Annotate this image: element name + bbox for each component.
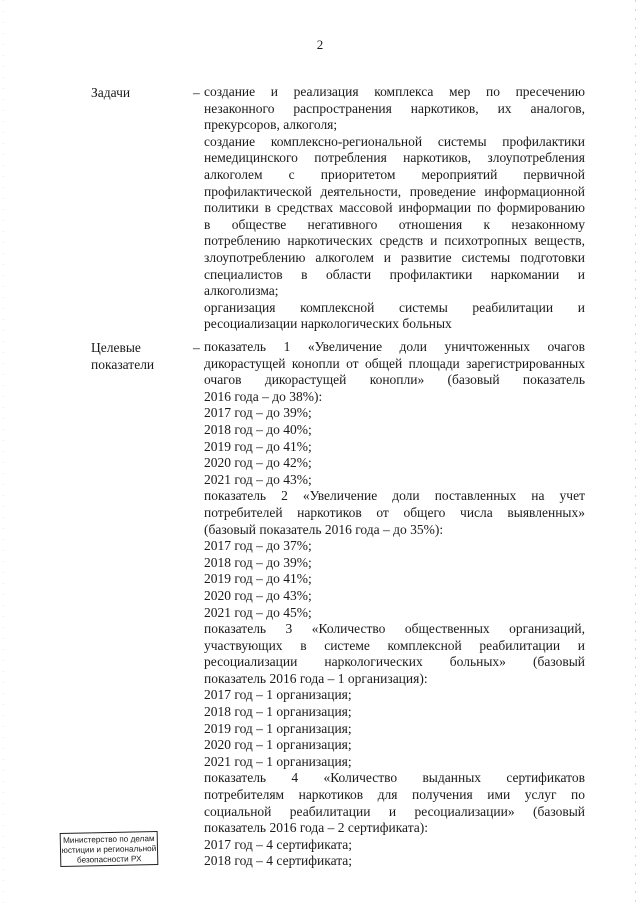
tasks-line: политики в средствах массовой информации по формированию (204, 200, 585, 216)
targets-line: показатель 2016 года – 2 сертификата): (204, 820, 428, 836)
targets-label-line: Целевые (91, 340, 141, 355)
tasks-line: создание и реализация комплекса мер по пресечению (204, 84, 585, 99)
targets-line: 2020 год – 1 организация; (204, 737, 352, 753)
tasks-label: Задачи (91, 85, 131, 100)
targets-line: 2018 год – до 40%; (204, 421, 312, 437)
targets-line: 2021 год – до 43%; (204, 471, 312, 487)
tasks-line: незаконного распространения наркотиков, их аналогов, (204, 100, 585, 116)
targets-line: 2017 год – 1 организация; (204, 687, 352, 703)
targets-line: 2018 год – 1 организация; (204, 704, 352, 720)
targets-line: 2020 год – до 43%; (204, 587, 312, 603)
stamp-line: Министерство по делам (62, 834, 155, 845)
tasks-line: злоупотреблению алкоголем и развитие системы подготовки (204, 249, 585, 265)
tasks-line: профилактической деятельности, проведение информационной (204, 183, 585, 199)
tasks-line: организация комплексной системы реабилитации и (204, 299, 585, 315)
ministry-stamp (60, 831, 159, 867)
stamp-line: безопасности РХ (76, 854, 142, 865)
tasks-line: алкоголизма; (204, 283, 279, 299)
targets-line: ресоциализации наркологических больных» (базовый (204, 654, 585, 670)
tasks-line: алкоголем с приоритетом мероприятий первичной (204, 166, 585, 182)
targets-line: социальной реабилитации и ресоциализации» (базовый (204, 803, 585, 819)
stamp-line: юстиции и региональной (61, 844, 157, 855)
targets-line: показатель 1 «Увеличение доли уничтоженных очагов (204, 339, 585, 354)
tasks-line: немедицинского потребления наркотиков, злоупотребления (204, 150, 585, 166)
targets-line: 2017 год – до 37%; (204, 538, 312, 554)
targets-line: показатель 2 «Увеличение доли поставленных на учет (204, 488, 585, 504)
targets-line: 2017 год – 4 сертификата; (204, 836, 353, 852)
tasks-dash: – (193, 85, 200, 100)
targets-line: 2016 года – до 38%): (204, 388, 323, 404)
targets-label-line: показатели (91, 357, 155, 372)
targets-line: 2017 год – до 39%; (204, 405, 312, 421)
page-number: 2 (316, 37, 324, 52)
targets-line: 2018 год – до 39%; (204, 554, 312, 570)
targets-line: 2019 год – до 41%; (204, 438, 312, 454)
targets-line: 2021 год – 1 организация; (204, 753, 352, 769)
targets-line: показатель 3 «Количество общественных организаций, (204, 621, 585, 637)
tasks-line: ресоциализации наркологических больных (204, 316, 452, 332)
targets-line: потребителям наркотиков для получения ими услуг по (204, 787, 585, 803)
targets-line: дикорастущей конопли от общей площади зарегистрированных (204, 355, 585, 371)
targets-dash: – (193, 340, 200, 355)
tasks-line: специалистов в области профилактики наркомании и (204, 266, 585, 282)
targets-line: 2018 год – 4 сертификата; (204, 853, 353, 869)
targets-line: 2020 год – до 42%; (204, 455, 312, 471)
targets-line: 2021 год – до 45%; (204, 604, 312, 620)
scan-edge-left (3, 0, 4, 905)
tasks-line: создание комплексно-региональной системы профилактики (204, 133, 585, 149)
targets-line: 2019 год – до 41%; (204, 571, 312, 587)
targets-label (91, 339, 154, 373)
tasks-text (204, 84, 585, 333)
targets-line: участвующих в системе комплексной реабилитации и (204, 637, 585, 653)
targets-line: потребителей наркотиков от общего числа выявленных» (204, 504, 585, 520)
targets-text (204, 339, 585, 870)
tasks-line: прекурсоров, алкоголя; (204, 117, 338, 133)
tasks-line: потреблению наркотических средств и психотропных веществ, (204, 233, 585, 249)
targets-line: показатель 4 «Количество выданных сертификатов (204, 770, 585, 786)
scan-edge-right (635, 0, 636, 905)
targets-line: показатель 2016 года – 1 организация): (204, 670, 428, 686)
targets-line: (базовый показатель 2016 года – до 35%): (204, 521, 444, 537)
tasks-line: в обществе негативного отношения к незаконному (204, 216, 585, 232)
targets-line: очагов дикорастущей конопли» (базовый показатель (204, 372, 585, 388)
targets-line: 2019 год – 1 организация; (204, 720, 352, 736)
